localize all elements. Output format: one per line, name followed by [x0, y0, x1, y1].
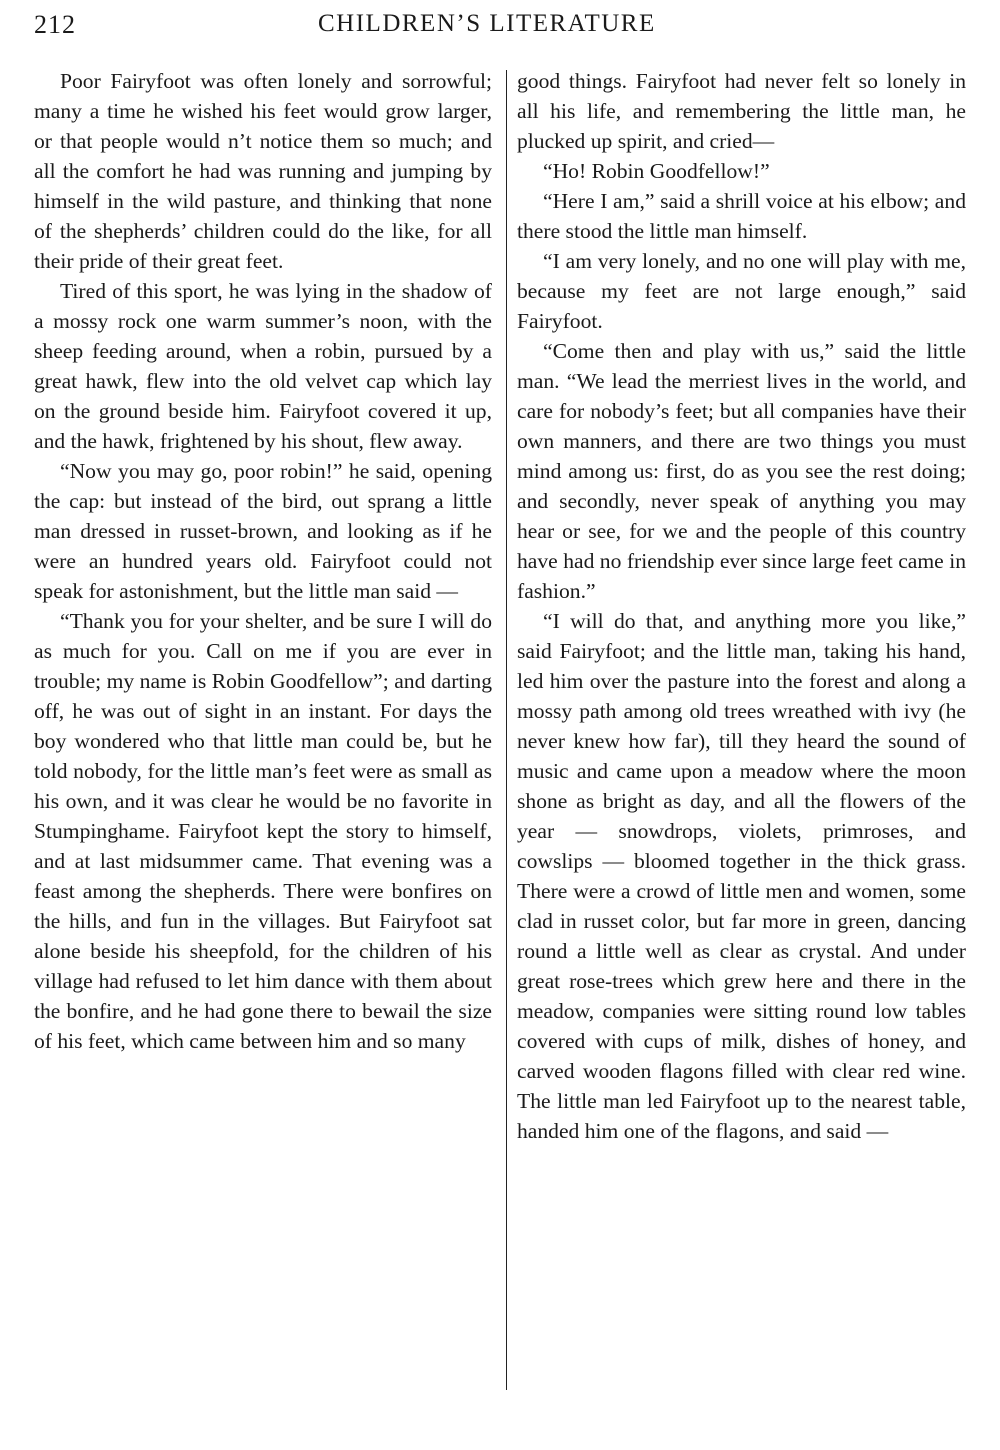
paragraph: “Here I am,” said a shrill voice at his elbow; and there stood the little man himself.: [517, 189, 966, 243]
paragraph: “I will do that, and anything more you like,” said Fairyfoot; and the little man, taking his hand, led him over the pasture into the forest and along a mossy path among old trees wreathed with ivy (he never knew how far), till they heard the sound of music and came upon a meadow where the moon shone as bright as day, and all the flowers of the year — snowdrops, violets, primroses, and cowslips — bloomed together in the thick grass. There were a crowd of little men and women, some clad in russet color, but far more in green, dancing round a little well as clear as crystal. And under great rose-trees which grew here and there in the meadow, companies were sitting round low tables covered with cups of milk, dishes of honey, and carved wooden flagons filled with clear red wine. The little man led Fairyfoot up to the nearest table, handed him one of the flagons, and said —: [517, 609, 966, 1143]
running-header: [34, 10, 680, 40]
paragraph: “I am very lonely, and no one will play with me, because my feet are not large enough,” said Fairyfoot.: [517, 249, 966, 333]
running-title: CHILDREN’S LITERATURE: [318, 10, 656, 37]
paragraph: “Come then and play with us,” said the little man. “We lead the merriest lives in the world, and care for nobody’s feet; but all companies have their own manners, and there are two things you must mind among us: first, do as you see the rest doing; and secondly, never speak of anything you may hear or see, for we and the people of this country have had no friendship ever since large feet came in fashion.”: [517, 339, 966, 603]
continued-paragraph: good things. Fairyfoot had never felt so lonely in all his life, and remembering the little man, he plucked up spirit, and cried—: [517, 69, 966, 153]
paragraph: Poor Fairyfoot was often lonely and sorrowful; many a time he wished his feet would grow larger, or that people would n’t notice them so much; and all the comfort he had was running and jumping by himself in the wild pasture, and thinking that none of the shepherds’ children could do the like, for all their pride of their great feet.: [34, 69, 492, 273]
paragraph: Tired of this sport, he was lying in the shadow of a mossy rock one warm summer’s noon, with the sheep feeding around, when a robin, pursued by a great hawk, flew into the old velvet cap which lay on the ground beside him. Fairyfoot covered it up, and the hawk, frightened by his shout, flew away.: [34, 279, 492, 453]
right-column: [517, 66, 966, 1146]
column-divider: [506, 70, 507, 1390]
left-column: [34, 66, 492, 1056]
paragraph: “Ho! Robin Goodfellow!”: [543, 159, 770, 183]
paragraph: “Thank you for your shelter, and be sure I will do as much for you. Call on me if you are ever in trouble; my name is Robin Goodfellow”; and darting off, he was out of sight in an instant. For days the boy wondered who that little man could be, but he told nobody, for the little man’s feet were as small as his own, and it was clear he would be no favorite in Stumpinghame. Fairyfoot kept the story to himself, and at last midsummer came. That evening was a feast among the shepherds. There were bonfires on the hills, and fun in the villages. But Fairyfoot sat alone beside his sheepfold, for the children of his village had refused to let him dance with them about the bonfire, and he had gone there to bewail the size of his feet, which came between him and so many: [34, 609, 492, 1053]
paragraph: “Now you may go, poor robin!” he said, opening the cap: but instead of the bird, out sprang a little man dressed in russet-brown, and looking as if he were an hundred years old. Fairyfoot could not speak for astonishment, but the little man said —: [34, 459, 492, 603]
page-number: 212: [34, 10, 76, 39]
